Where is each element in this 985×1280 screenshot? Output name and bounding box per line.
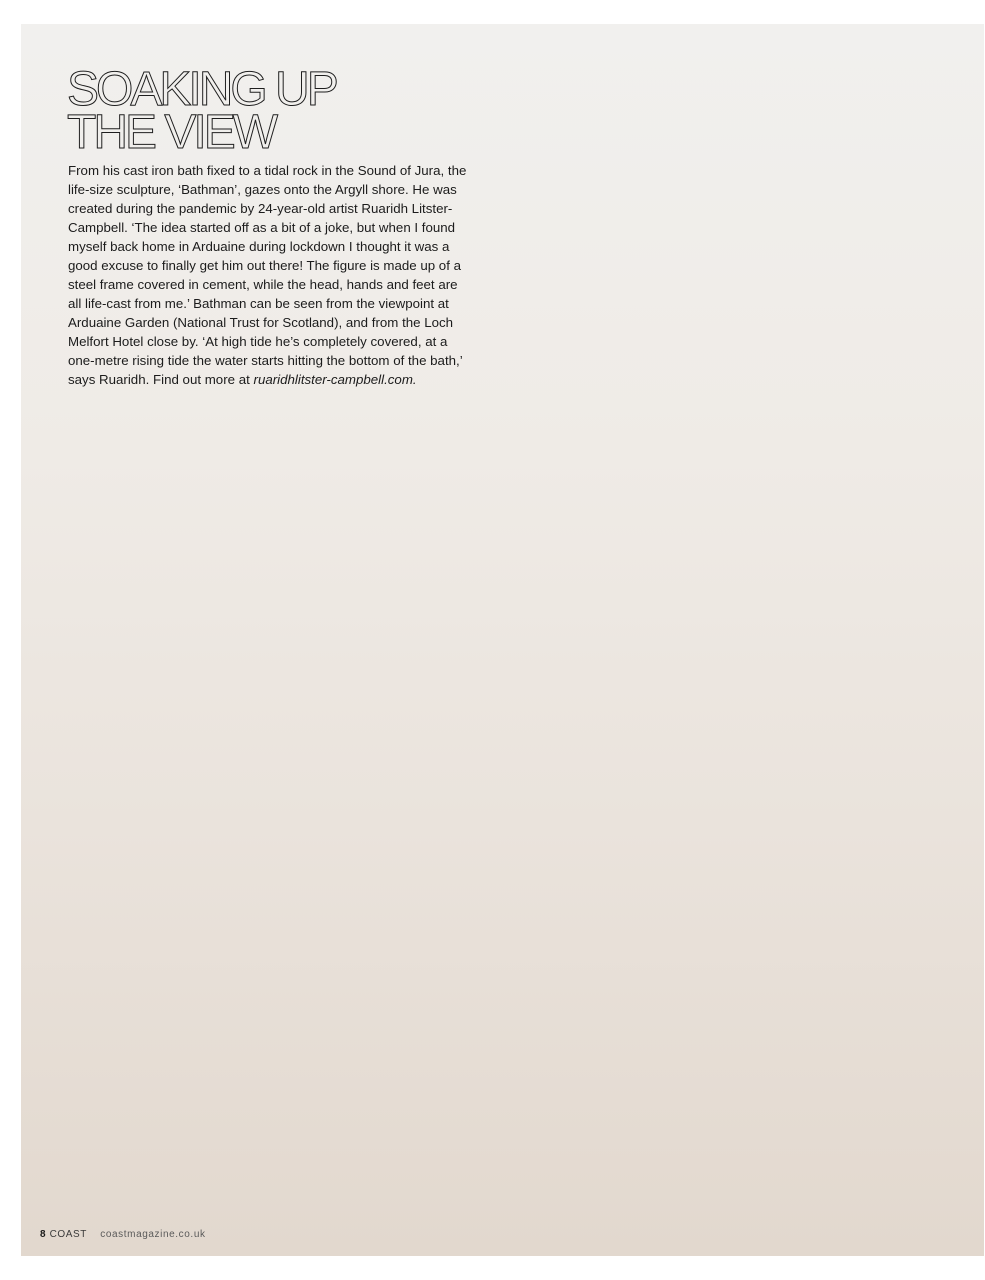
article-text: From his cast iron bath fixed to a tidal rock in the Sound of Jura, the life-size sculpture, ‘Bathman’, gazes onto the Argyll shore. He was created during the pandemic by 24-year-old artist Ruaridh Litster-Campbell. ‘The idea started off as a bit of a joke, but when I found myself back home in Arduaine during lockdown I thought it was a good excuse to finally get him out there! The figure is made up of a steel frame covered in cement, while the head, hands and feet are all life-cast from me.’ Bathman can be seen from the viewpoint at Arduaine Garden (National Trust for Scotland), and from the Loch Melfort Hotel close by. ‘At high tide he’s completely covered, at a one-metre rising tide the water starts hitting the bottom of the bath,’ says Ruaridh. Find out more at bbox=[68, 163, 467, 387]
headline-line-2: THE VIEW bbox=[67, 106, 276, 159]
website-link[interactable]: ruaridhlitster-campbell.com. bbox=[253, 372, 417, 387]
magazine-name: COAST bbox=[49, 1229, 87, 1240]
article-body bbox=[68, 161, 470, 389]
headline-line-1: SOAKING UP bbox=[67, 63, 336, 116]
footer-website: coastmagazine.co.uk bbox=[100, 1229, 206, 1240]
page-number: 8 bbox=[40, 1229, 47, 1240]
page-footer bbox=[40, 1229, 206, 1240]
magazine-page bbox=[21, 24, 984, 1256]
headline bbox=[67, 63, 336, 159]
